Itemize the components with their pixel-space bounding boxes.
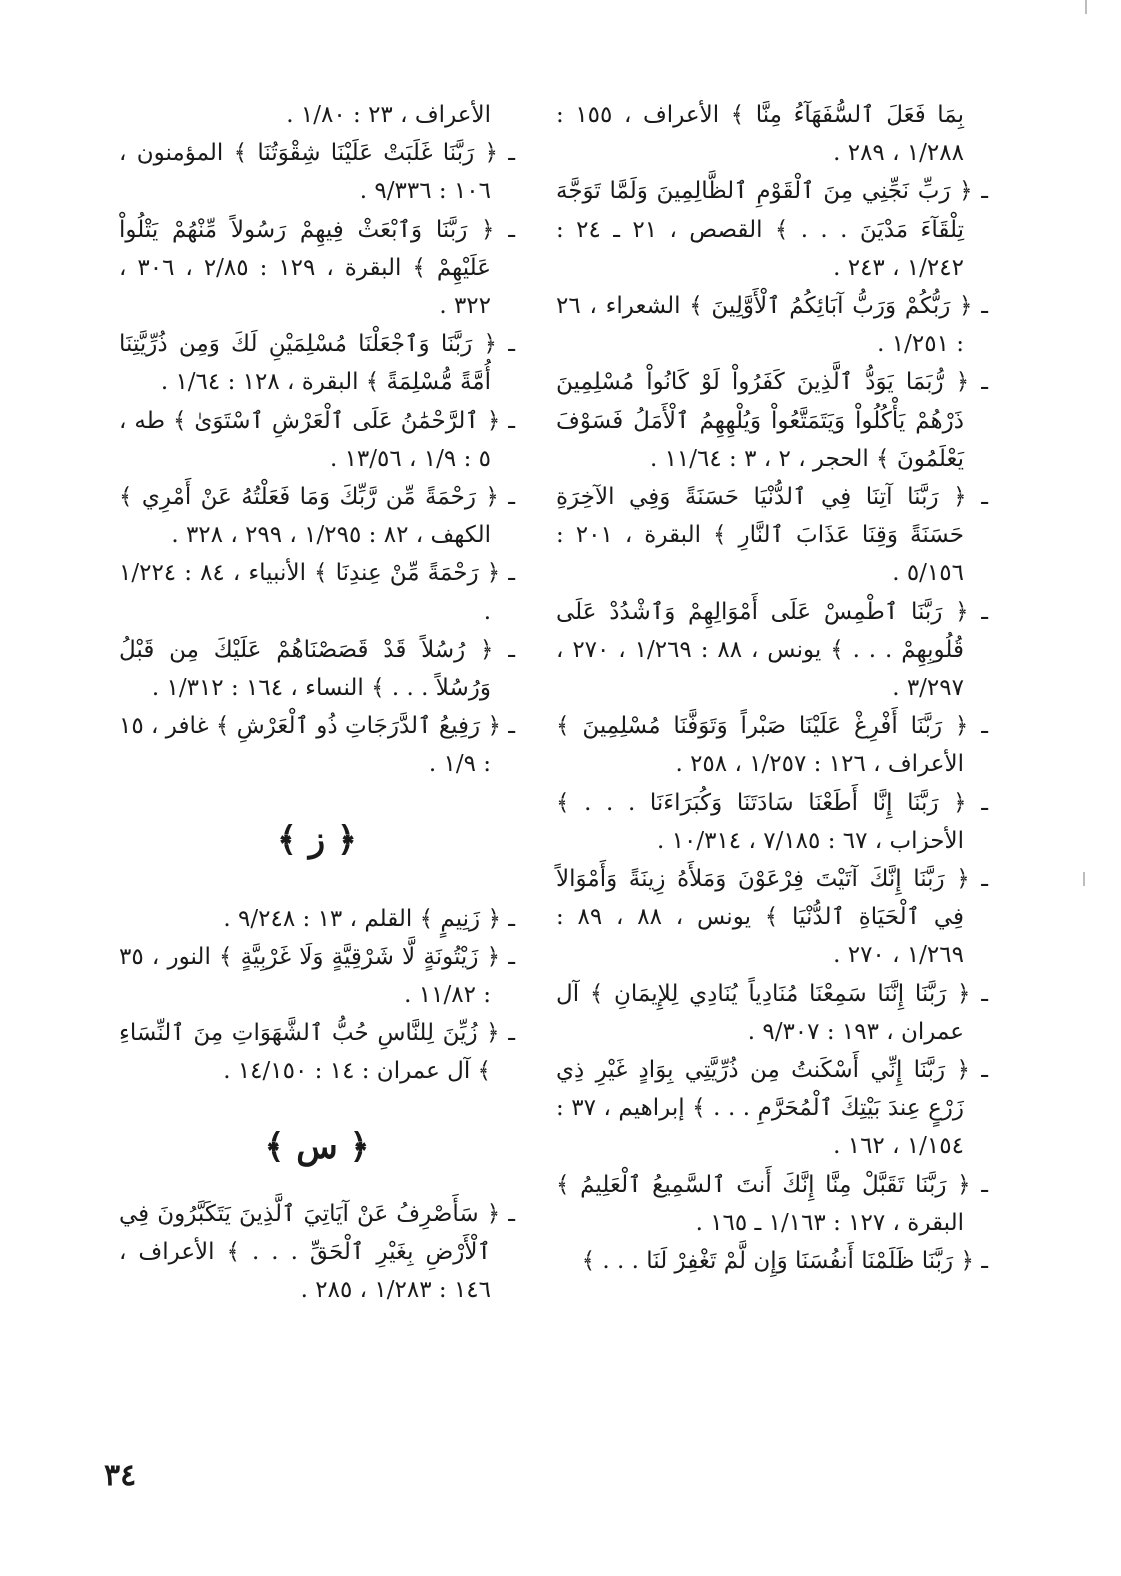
index-entry: ـ ﴿ زُيِّنَ لِلنَّاسِ حُبُّ ٱلشَّهَوَاتِ مِنَ ٱلنِّسَاءِ ﴾ آل عمران : ١٤ : ١٤/١٥٠ . [119,1020,515,1085]
index-entry: ـ ﴿ رَبَّنَا إِنَّكَ آتَيْتَ فِرْعَوْنَ وَمَلأَهُ زِينَةً وَأَمْوَالاً فِي ٱلْحَيَاةِ ٱلدُّنْيَا ﴾ يونس ، ٨٨ ، ٨٩ : ١/٢٦٩ ، ٢٧٠ . [556,866,988,969]
index-entry: ـ ﴿ ٱلرَّحْمَٰنُ عَلَى ٱلْعَرْشِ ٱسْتَوَىٰ ﴾ طه ، ٥ : ١/٩ ، ١٣/٥٦ . [119,407,515,472]
index-entry: ـ ﴿ زَنِيمٍ ﴾ القلم ، ١٣ : ٩/٢٤٨ . [223,905,515,932]
index-entry: ـ ﴿ رَبَّنَا آتِنَا فِي ٱلدُّنْيَا حَسَنَةً وَفِي الآخِرَةِ حَسَنَةً وَقِنَا عَذَابَ ٱلنَّارِ ﴾ البقرة ، ٢٠١ : ٥/١٥٦ . [556,484,988,587]
index-entry: ـ ﴿ رَبَّنَا ٱطْمِسْ عَلَى أَمْوَالِهِمْ وَٱشْدُدْ عَلَى قُلُوبِهِمْ . . . ﴾ يونس ، ٨٨ : ١/٢٦٩ ، ٢٧٠ ، ٣/٢٩٧ . [556,598,988,702]
index-entry: ـ ﴿ رَحْمَةً مِّن رَّبِّكَ وَمَا فَعَلْتُهُ عَنْ أَمْرِي ﴾ الكهف ، ٨٢ : ١/٢٩٥ ، ٢٩٩ ، ٣٢٨ . [119,484,515,549]
index-entry: ـ ﴿ رَبَّنَا إِنَّنَا سَمِعْنَا مُنَادِياً يُنَادِي لِلإِيمَانِ ﴾ آل عمران ، ١٩٣ : ٩/٣٠٧ . [556,980,988,1045]
index-entry: ـ ﴿ رَبِّ نَجِّنِي مِنَ ٱلْقَوْمِ ٱلظَّالِمِينَ وَلَمَّا تَوَجَّهَ تِلْقَآءَ مَدْيَنَ . . . ﴾ القصص ، ٢١ ـ ٢٤ : ١/٢٤٢ ، ٢٤٣ . [556,178,988,281]
section-heading-zay: ﴿ ز ﴾ [277,819,357,860]
page-number: ٣٤ [104,1458,137,1493]
index-entry: ـ ﴿ رُسُلاً قَدْ قَصَصْنَاهُمْ عَلَيْكَ مِن قَبْلُ وَرُسُلاً . . . ﴾ النساء ، ١٦٤ : ١/٣١٢ . [119,636,515,702]
index-entry: ـ ﴿ رَبَّنَا تَقَبَّلْ مِنَّا إِنَّكَ أَنتَ ٱلسَّمِيعُ ٱلْعَلِيمُ ﴾ البقرة ، ١٢٧ : ١/١٦٣ ـ ١٦٥ . [556,1171,988,1236]
scan-edge-mark-top [1085,0,1087,14]
index-entry: الأعراف ، ٢٣ : ١/٨٠ . [286,102,491,128]
index-entry: ـ ﴿ رَبَّنَا غَلَبَتْ عَلَيْنَا شِقْوَتُنَا ﴾ المؤمنون ، ١٠٦ : ٩/٣٣٦ . [119,140,515,205]
index-entry: بِمَا فَعَلَ ٱلسُّفَهَآءُ مِنَّا ﴾ الأعراف ، ١٥٥ : ١/٢٨٨ ، ٢٨٩ . [556,102,964,167]
index-entry: ـ ﴿ زَيْتُونَةٍ لَّا شَرْقِيَّةٍ وَلَا غَرْبِيَّةٍ ﴾ النور ، ٣٥ : ١١/٨٢ . [119,943,515,1009]
left-column [119,96,515,1309]
right-column [556,96,988,1280]
index-entry: ـ ﴿ رَحْمَةً مِّنْ عِندِنَا ﴾ الأنبياء ، ٨٤ : ١/٢٢٤ . [119,560,515,625]
index-entry: ـ ﴿ سَأَصْرِفُ عَنْ آيَاتِيَ ٱلَّذِينَ يَتَكَبَّرُونَ فِي ٱلْأَرْضِ بِغَيْرِ ٱلْحَقِّ . . . ﴾ الأعراف ، ١٤٦ : ١/٢٨٣ ، ٢٨٥ . [119,1200,515,1304]
index-entry: ـ ﴿ رَبُّكُمْ وَرَبُّ آبَائِكُمُ ٱلْأَوَّلِينَ ﴾ الشعراء ، ٢٦ : ١/٢٥١ . [556,293,988,358]
index-entry: ـ ﴿ رَبَّنَا إِنَّا أَطَعْنَا سَادَتَنَا وَكُبَرَاءَنَا . . . ﴾ الأحزاب ، ٦٧ : ٧/١٨٥ ، ١٠/٣١٤ . [556,789,988,854]
index-entry: ـ ﴿ رَبَّنَا إِنِّي أَسْكَنتُ مِن ذُرِّيَّتِي بِوَادٍ غَيْرِ ذِي زَرْعٍ عِندَ بَيْتِكَ ٱلْمُحَرَّمِ . . . ﴾ إبراهيم ، ٣٧ : ١/١٥٤ ، ١٦٢ . [556,1057,988,1160]
index-entry: ـ ﴿ رُّبَمَا يَوَدُّ ٱلَّذِينَ كَفَرُواْ لَوْ كَانُواْ مُسْلِمِينَ ذَرْهُمْ يَأْكُلُواْ وَيَتَمَتَّعُواْ وَيُلْهِهِمُ ٱلْأَمَلُ فَسَوْفَ يَعْلَمُونَ ﴾ الحجر ، ٢ ، ٣ : ١١/٦٤ . [556,369,988,472]
index-entry: ـ ﴿ رَفِيعُ ٱلدَّرَجَاتِ ذُو ٱلْعَرْشِ ﴾ غافر ، ١٥ : ١/٩ . [119,713,515,778]
index-entry: ـ ﴿ رَبَّنَا أَفْرِغْ عَلَيْنَا صَبْراً وَتَوَفَّنَا مُسْلِمِينَ ﴾ الأعراف ، ١٢٦ : ١/٢٥٧ ، ٢٥٨ . [556,713,988,778]
index-entry: ـ ﴿ رَبَّنَا وَٱجْعَلْنَا مُسْلِمَيْنِ لَكَ وَمِن ذُرِّيَّتِنَا أُمَّةً مُّسْلِمَةً ﴾ البقرة ، ١٢٨ : ١/٦٤ . [119,331,515,396]
scan-edge-mark-middle [1083,872,1085,886]
index-entry: ـ ﴿ رَبَّنَا ظَلَمْنَا أَنفُسَنَا وَإِن لَّمْ تَغْفِرْ لَنَا . . . ﴾ [581,1248,988,1275]
section-heading-sin: ﴿ س ﴾ [264,1126,370,1167]
index-entry: ـ ﴿ رَبَّنَا وَٱبْعَثْ فِيهِمْ رَسُولاً مِّنْهُمْ يَتْلُواْ عَلَيْهِمْ ﴾ البقرة ، ١٢٩ : ٢/٨٥ ، ٣٠٦ ، ٣٢٢ . [119,216,515,320]
